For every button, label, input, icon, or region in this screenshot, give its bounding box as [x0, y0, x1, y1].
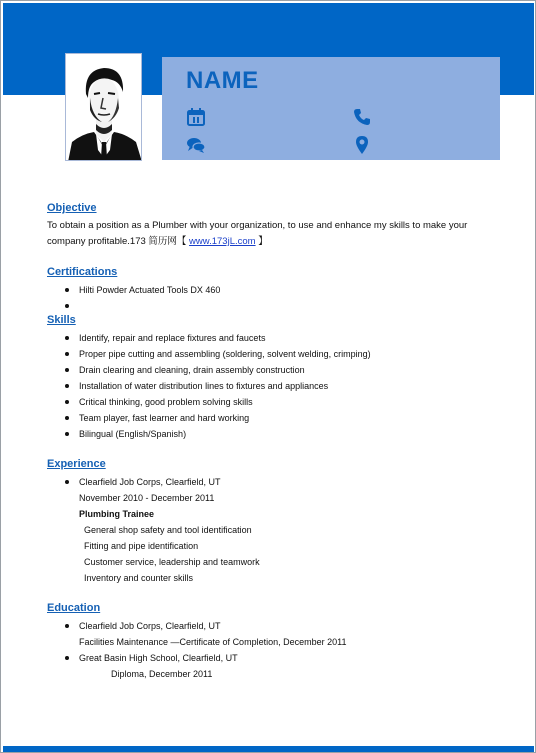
map-pin-icon [352, 135, 372, 155]
list-item: Bilingual (English/Spanish) [63, 426, 371, 442]
list-item [63, 298, 220, 314]
duty-item: Fitting and pipe identification [84, 541, 199, 551]
list-item: Hilti Powder Actuated Tools DX 460 [63, 282, 220, 298]
education-certificate: Facilities Maintenance —Certificate of Completion, December 2011 [79, 637, 347, 647]
objective-text [47, 218, 497, 250]
education-list-1 [63, 618, 221, 634]
contact-panel [162, 57, 500, 160]
certifications-heading: Certifications [47, 266, 118, 278]
list-item: Team player, fast learner and hard working [63, 410, 371, 426]
education-diploma: Diploma, December 2011 [111, 669, 213, 679]
education-heading: Education [47, 602, 101, 614]
skills-list [63, 330, 371, 442]
list-item: Drain clearing and cleaning, drain assembly construction [63, 362, 371, 378]
experience-dates: November 2010 - December 2011 [79, 493, 215, 503]
duty-item: General shop safety and tool identification [84, 525, 252, 535]
list-item: Clearfield Job Corps, Clearfield, UT [63, 474, 221, 490]
objective-heading: Objective [47, 202, 97, 214]
skills-heading: Skills [47, 314, 76, 326]
candidate-name: NAME [186, 67, 259, 94]
duty-item: Customer service, leadership and teamwork [84, 557, 260, 567]
experience-role: Plumbing Trainee [79, 509, 155, 519]
footer-band [3, 746, 534, 752]
list-item: Proper pipe cutting and assembling (soldering, solvent welding, crimping) [63, 346, 371, 362]
phone-icon [352, 107, 372, 127]
education-list-2 [63, 650, 238, 666]
website-link[interactable]: www.173jL.com [189, 236, 256, 247]
duty-item: Inventory and counter skills [84, 573, 194, 583]
objective-body: To obtain a position as a Plumber with your organization, to use and enhance my skills to make your company profitable.173 简历网【 [47, 220, 468, 247]
profile-photo [65, 53, 142, 161]
certifications-list [63, 282, 220, 314]
list-item: Clearfield Job Corps, Clearfield, UT [63, 618, 221, 634]
calendar-icon [186, 107, 206, 127]
experience-heading: Experience [47, 458, 106, 470]
list-item: Installation of water distribution lines to fixtures and appliances [63, 378, 371, 394]
list-item: Critical thinking, good problem solving skills [63, 394, 371, 410]
experience-list [63, 474, 221, 490]
list-item: Great Basin High School, Clearfield, UT [63, 650, 238, 666]
list-item: Identify, repair and replace fixtures and faucets [63, 330, 371, 346]
chat-bubbles-icon [186, 135, 206, 155]
objective-closing-bracket: 】 [258, 236, 268, 247]
